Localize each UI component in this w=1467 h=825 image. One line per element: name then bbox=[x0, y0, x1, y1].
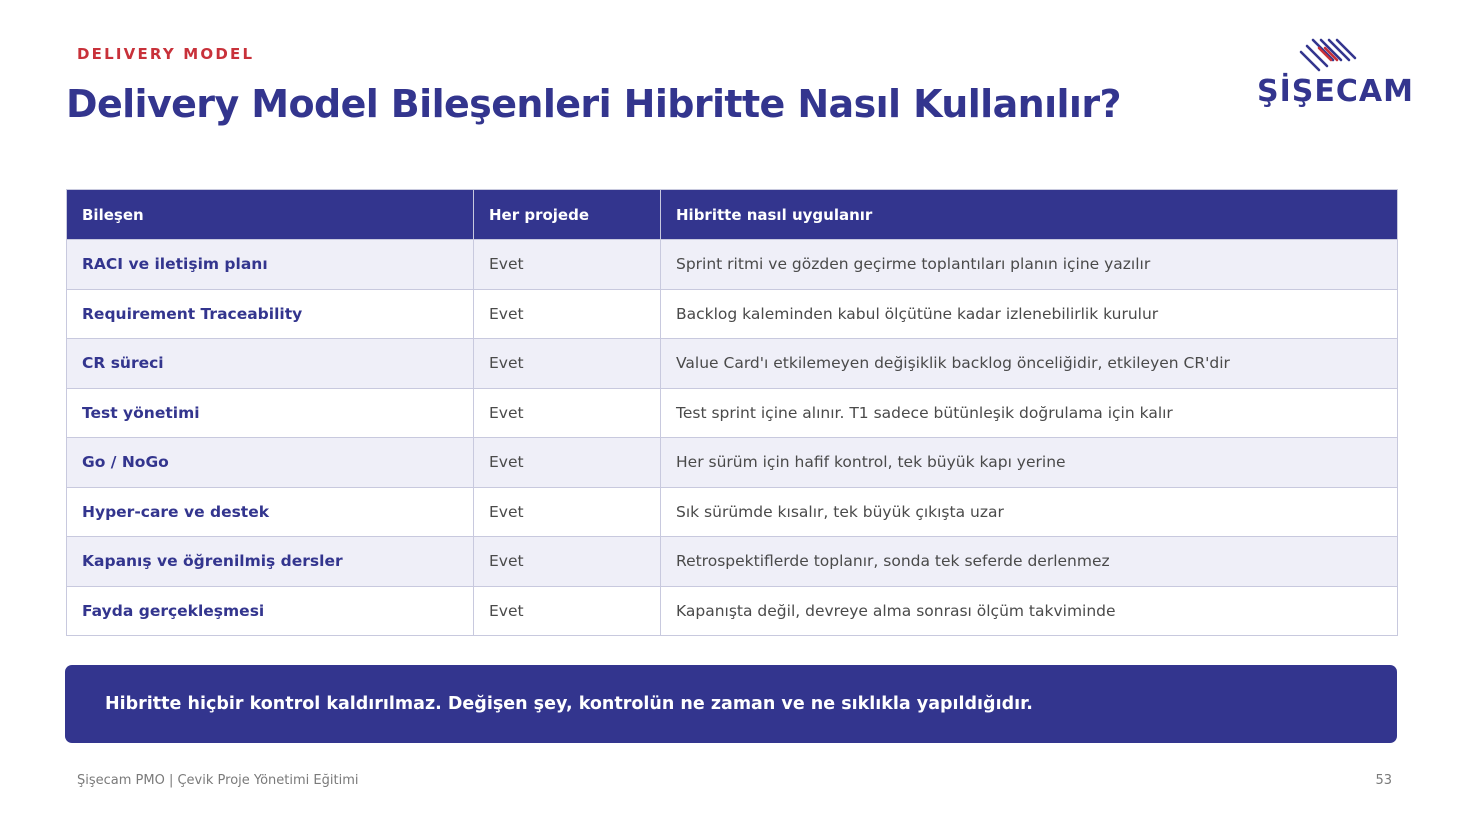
component-cell: Kapanış ve öğrenilmiş dersler bbox=[67, 537, 474, 587]
component-cell: Requirement Traceability bbox=[67, 289, 474, 339]
hybrid-cell: Retrospektiflerde toplanır, sonda tek seferde derlenmez bbox=[661, 537, 1398, 587]
table-row bbox=[67, 438, 1398, 488]
component-cell: Hyper-care ve destek bbox=[67, 487, 474, 537]
component-cell: RACI ve iletişim planı bbox=[67, 240, 474, 290]
table-row bbox=[67, 586, 1398, 636]
hybrid-cell: Value Card'ı etkilemeyen değişiklik backlog önceliğidir, etkileyen CR'dir bbox=[661, 339, 1398, 389]
table-row bbox=[67, 537, 1398, 587]
table-header-row bbox=[67, 190, 1398, 240]
every-project-cell: Evet bbox=[474, 289, 661, 339]
sisecam-hatch-icon bbox=[1297, 38, 1359, 76]
hybrid-cell: Sık sürümde kısalır, tek büyük çıkışta uzar bbox=[661, 487, 1398, 537]
page-title: Delivery Model Bileşenleri Hibritte Nasıl Kullanılır? bbox=[66, 82, 1121, 126]
table-row bbox=[67, 289, 1398, 339]
header-every-project: Her projede bbox=[474, 190, 661, 240]
every-project-cell: Evet bbox=[474, 487, 661, 537]
sisecam-logo bbox=[1255, 38, 1414, 110]
header-hybrid: Hibritte nasıl uygulanır bbox=[661, 190, 1398, 240]
component-cell: Test yönetimi bbox=[67, 388, 474, 438]
hybrid-cell: Her sürüm için hafif kontrol, tek büyük kapı yerine bbox=[661, 438, 1398, 488]
every-project-cell: Evet bbox=[474, 240, 661, 290]
page-number: 53 bbox=[1375, 773, 1392, 788]
logo-text: ŞİŞECAM bbox=[1257, 74, 1414, 109]
key-message-box bbox=[65, 665, 1397, 743]
every-project-cell: Evet bbox=[474, 537, 661, 587]
table-row bbox=[67, 388, 1398, 438]
hybrid-cell: Test sprint içine alınır. T1 sadece bütünleşik doğrulama için kalır bbox=[661, 388, 1398, 438]
key-message-text: Hibritte hiçbir kontrol kaldırılmaz. Değişen şey, kontrolün ne zaman ve ne sıklıkla yapıldığıdır. bbox=[105, 694, 1033, 714]
hybrid-cell: Sprint ritmi ve gözden geçirme toplantıları planın içine yazılır bbox=[661, 240, 1398, 290]
table-row bbox=[67, 240, 1398, 290]
component-cell: Fayda gerçekleşmesi bbox=[67, 586, 474, 636]
section-label: DELIVERY MODEL bbox=[77, 45, 255, 63]
hybrid-cell: Backlog kaleminden kabul ölçütüne kadar izlenebilirlik kurulur bbox=[661, 289, 1398, 339]
component-cell: Go / NoGo bbox=[67, 438, 474, 488]
table-row bbox=[67, 487, 1398, 537]
header-component: Bileşen bbox=[67, 190, 474, 240]
every-project-cell: Evet bbox=[474, 438, 661, 488]
footer-text: Şişecam PMO | Çevik Proje Yönetimi Eğitimi bbox=[77, 773, 359, 788]
delivery-model-table bbox=[66, 189, 1398, 636]
every-project-cell: Evet bbox=[474, 388, 661, 438]
table-row bbox=[67, 339, 1398, 389]
every-project-cell: Evet bbox=[474, 586, 661, 636]
component-cell: CR süreci bbox=[67, 339, 474, 389]
every-project-cell: Evet bbox=[474, 339, 661, 389]
hybrid-cell: Kapanışta değil, devreye alma sonrası ölçüm takviminde bbox=[661, 586, 1398, 636]
